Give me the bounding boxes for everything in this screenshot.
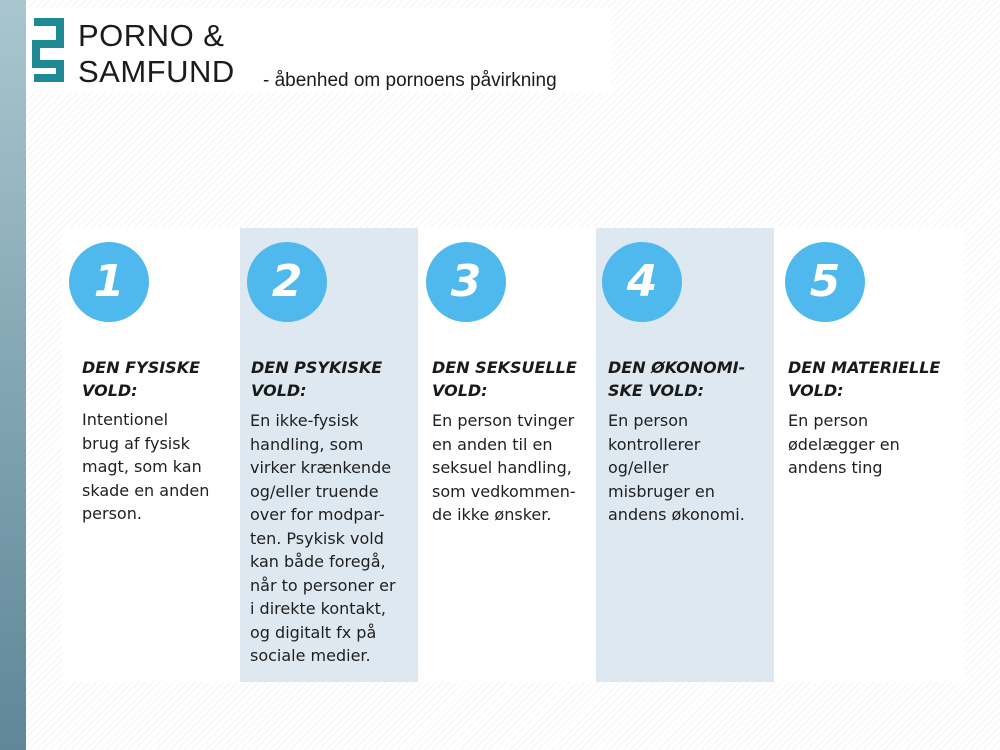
left-sidebar-bar [0, 0, 26, 750]
type-column-4 [596, 228, 774, 682]
type-description: Intentionel brug af fysisk magt, som kan skade en anden person. [82, 410, 210, 523]
type-description: En person ødelægger en andens ting [788, 411, 900, 477]
type-column-5 [774, 228, 964, 682]
type-column-2 [240, 228, 418, 682]
logo-text-porno: PORNO & [78, 18, 225, 53]
number-circle: 5 [785, 242, 865, 322]
logo-tagline: - åbenhed om pornoens påvirkning [263, 70, 557, 91]
type-column-3 [418, 228, 596, 682]
type-heading: DEN ØKONOMI- SKE VOLD: [608, 358, 746, 400]
type-heading: DEN MATERIELLE VOLD: [788, 358, 941, 400]
porno-og-samfund-logo [26, 8, 611, 92]
type-description: En ikke-fysisk handling, som virker krænkende og/eller truende over for modpar- ten. Psykisk vold kan både foregå, når to personer er i direkte kontakt, og digitalt fx på sociale medier. [250, 411, 396, 665]
number-circle: 1 [69, 242, 149, 322]
ps-logo-mark-icon [30, 14, 70, 86]
number-circle: 4 [602, 242, 682, 322]
type-heading: DEN PSYKISKE VOLD: [251, 358, 383, 400]
type-heading: DEN FYSISKE VOLD: [82, 358, 201, 400]
type-column-1 [62, 228, 240, 682]
number-circle: 2 [247, 242, 327, 322]
type-description: En person kontrollerer og/eller misbruger en andens økonomi. [608, 411, 745, 524]
type-description: En person tvinger en anden til en seksuel handling, som vedkommen- de ikke ønsker. [432, 411, 576, 524]
violence-types-panel [62, 228, 964, 682]
type-heading: DEN SEKSUELLE VOLD: [432, 358, 577, 400]
number-circle: 3 [426, 242, 506, 322]
logo-text-samfund: SAMFUND [78, 54, 235, 89]
